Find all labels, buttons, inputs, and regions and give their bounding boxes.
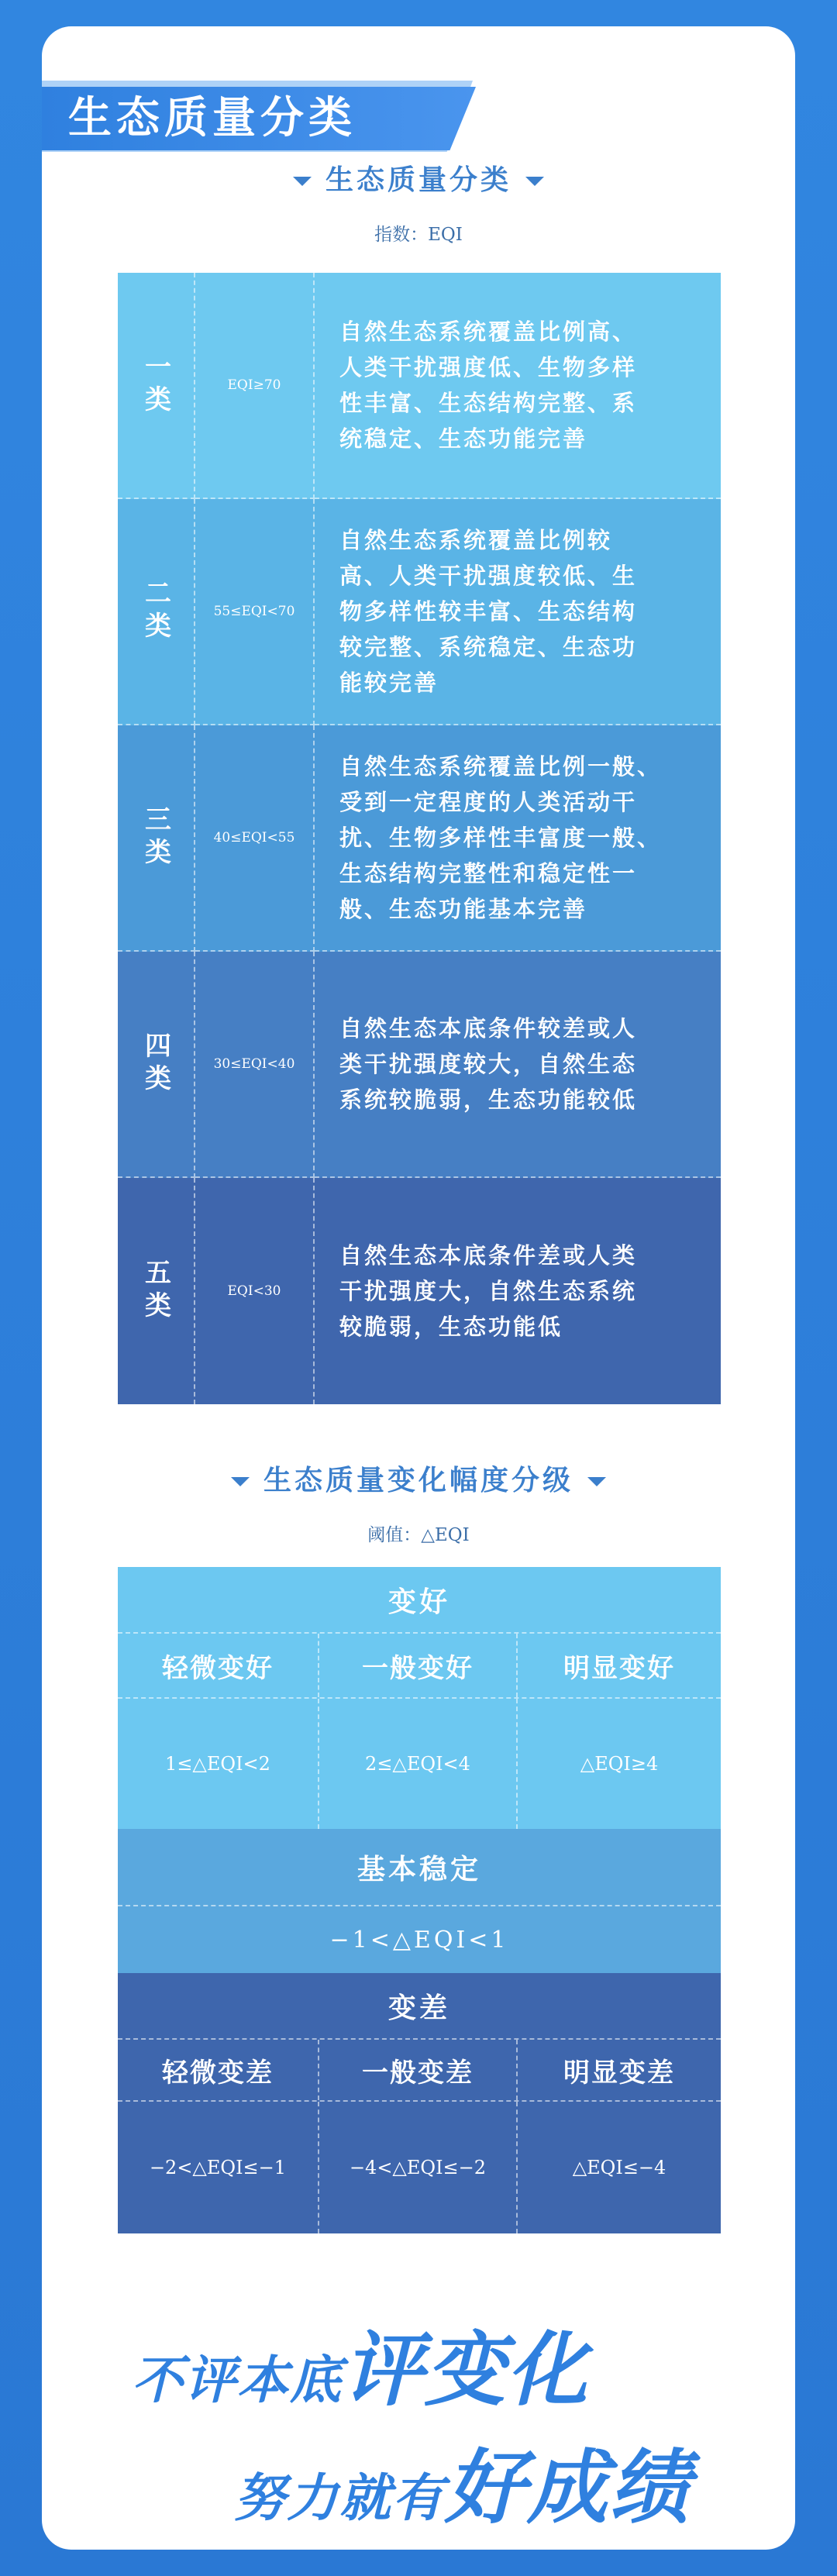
label-generally-worse: 一般变差 xyxy=(319,2040,518,2100)
slogan-line-1 xyxy=(132,2305,589,2421)
description-line: 自然生态系统覆盖比例一般、 xyxy=(339,753,663,780)
description-line: 高、人类干扰强度较低、生 xyxy=(339,563,638,589)
worse-block xyxy=(118,1973,721,2233)
label-generally-better: 一般变好 xyxy=(319,1634,518,1697)
slogan-line-1-small: 不评本底 xyxy=(132,2350,343,2410)
value-slightly-better: 1≤△EQI<2 xyxy=(118,1699,319,1829)
description-line: 自然生态系统覆盖比例较 xyxy=(339,527,613,553)
class-description xyxy=(315,725,721,952)
description-line: 受到一定程度的人类活动干 xyxy=(339,789,638,815)
section-subtitle-threshold: 阈值：△EQI xyxy=(367,1525,470,1545)
description-line: 扰、生物多样性丰富度一般、 xyxy=(339,825,663,851)
description-line: 统稳定、生态功能完善 xyxy=(339,425,588,452)
better-block xyxy=(118,1567,721,1829)
description-line: 系统较脆弱，生态功能较低 xyxy=(339,1087,638,1113)
description-line: 类干扰强度较大，自然生态 xyxy=(339,1051,638,1077)
worse-header: 变差 xyxy=(118,1973,721,2040)
triangle-down-icon xyxy=(231,1477,250,1486)
label-slightly-better: 轻微变好 xyxy=(118,1634,319,1697)
better-labels-row xyxy=(118,1634,721,1699)
stable-block xyxy=(118,1829,721,1973)
class-description xyxy=(315,952,721,1178)
description-line: 性丰富、生态结构完整、系 xyxy=(339,390,638,416)
banner-title: 生态质量分类 xyxy=(68,93,356,143)
triangle-down-icon xyxy=(525,177,544,186)
classification-row xyxy=(118,273,721,499)
class-label: 五类 xyxy=(118,1178,195,1404)
section-title-text: 生态质量变化幅度分级 xyxy=(263,1465,574,1496)
class-range: EQI≥70 xyxy=(195,273,315,499)
description-line: 自然生态本底条件差或人类 xyxy=(339,1242,638,1269)
slogan-line-2-big: 好成绩 xyxy=(445,2440,692,2535)
section-title-text: 生态质量分类 xyxy=(325,164,512,196)
description-line: 较完整、系统稳定、生态功 xyxy=(339,634,638,660)
description-line: 自然生态本底条件较差或人 xyxy=(339,1015,638,1042)
slogan-line-2 xyxy=(234,2423,691,2539)
description-line: 自然生态系统覆盖比例高、 xyxy=(339,319,638,345)
section-title-classification xyxy=(42,158,795,198)
description-line: 较脆弱，生态功能低 xyxy=(339,1314,563,1340)
value-generally-worse: −4<△EQI≤−2 xyxy=(319,2102,518,2233)
description-line: 干扰强度大，自然生态系统 xyxy=(339,1278,638,1304)
slogan-line-1-big: 评变化 xyxy=(343,2323,590,2417)
class-label: 二类 xyxy=(118,499,195,725)
class-range: 40≤EQI<55 xyxy=(195,725,315,952)
class-description xyxy=(315,499,721,725)
class-description xyxy=(315,1178,721,1404)
classification-row xyxy=(118,499,721,725)
class-description xyxy=(315,273,721,499)
label-significantly-worse: 明显变差 xyxy=(563,2057,675,2089)
value-significantly-better: △EQI≥4 xyxy=(580,1753,659,1775)
value-slightly-worse: −2<△EQI≤−1 xyxy=(118,2102,319,2233)
value-generally-better: 2≤△EQI<4 xyxy=(319,1699,518,1829)
description-line: 能较完善 xyxy=(339,670,439,696)
description-line: 物多样性较丰富、生态结构 xyxy=(339,598,638,625)
class-label: 三类 xyxy=(118,725,195,952)
label-slightly-worse: 轻微变差 xyxy=(118,2040,319,2100)
class-range: 55≤EQI<70 xyxy=(195,499,315,725)
better-header: 变好 xyxy=(118,1567,721,1634)
slogan-line-2-small: 努力就有 xyxy=(234,2468,445,2528)
triangle-down-icon xyxy=(587,1477,606,1486)
class-label: 一类 xyxy=(118,273,195,499)
description-line: 人类干扰强度低、生物多样 xyxy=(339,354,638,381)
classification-row xyxy=(118,952,721,1178)
change-table xyxy=(118,1567,721,2233)
description-line: 生态结构完整性和稳定性一 xyxy=(339,860,638,887)
worse-values-row xyxy=(118,2102,721,2233)
content-card xyxy=(42,26,795,2550)
classification-row xyxy=(118,725,721,952)
better-values-row xyxy=(118,1699,721,1829)
stable-header: 基本稳定 xyxy=(118,1829,721,1906)
class-label: 四类 xyxy=(118,952,195,1178)
value-significantly-worse: △EQI≤−4 xyxy=(572,2157,666,2178)
description-line: 般、生态功能基本完善 xyxy=(339,896,588,922)
stable-value: −1<△EQI<1 xyxy=(329,1926,509,1954)
label-significantly-better: 明显变好 xyxy=(563,1652,675,1684)
classification-table xyxy=(118,273,721,1404)
section-subtitle-index: 指数：EQI xyxy=(374,225,463,245)
classification-row xyxy=(118,1178,721,1404)
class-range: EQI<30 xyxy=(195,1178,315,1404)
triangle-down-icon xyxy=(293,177,312,186)
class-range: 30≤EQI<40 xyxy=(195,952,315,1178)
worse-labels-row xyxy=(118,2040,721,2102)
section-title-change xyxy=(42,1458,795,1498)
